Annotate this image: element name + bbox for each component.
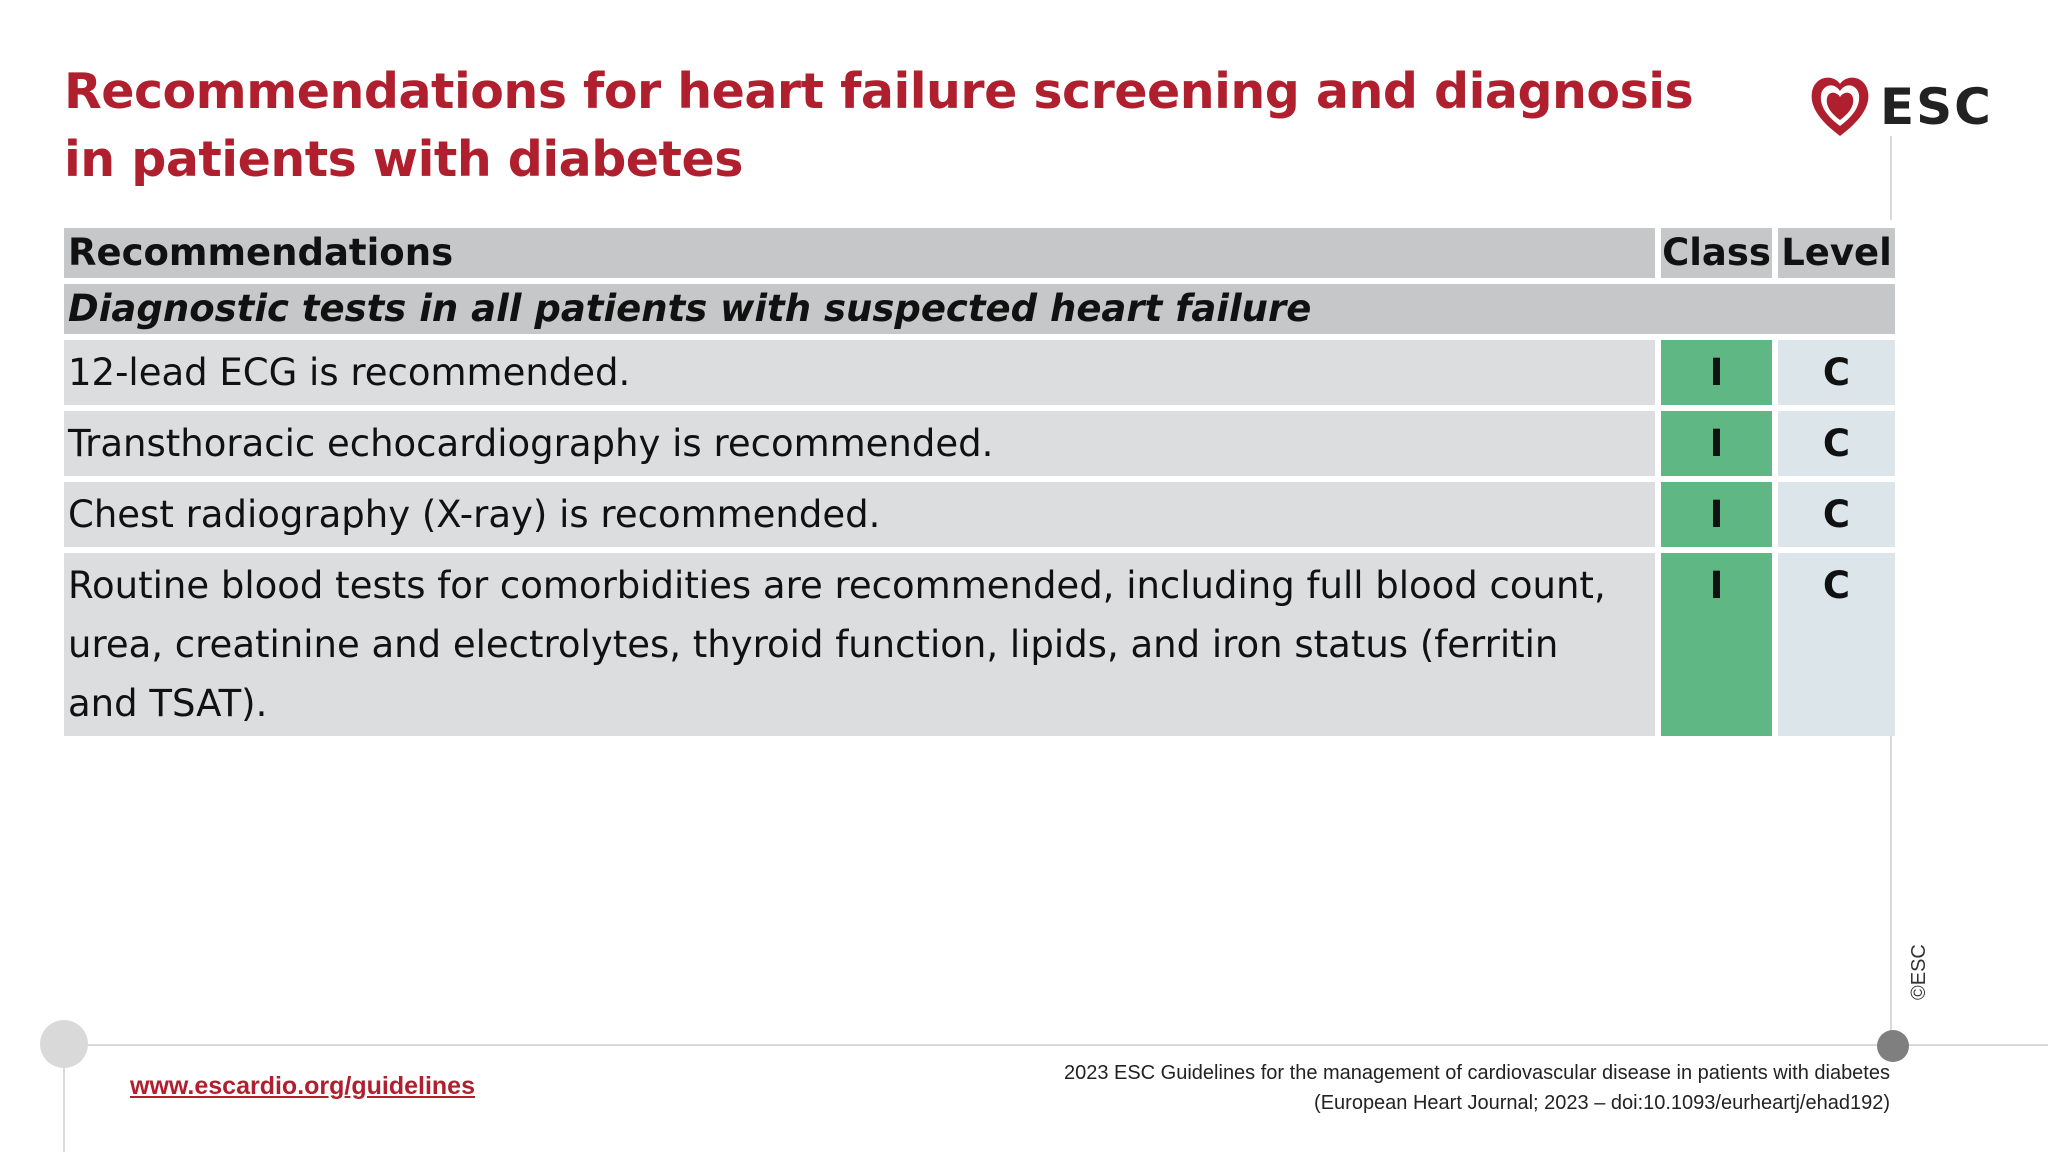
- class-badge: I: [1661, 553, 1772, 736]
- guidelines-link[interactable]: www.escardio.org/guidelines: [130, 1072, 475, 1100]
- recommendation-text: Transthoracic echocardiography is recommended.: [64, 411, 1655, 476]
- recommendation-text: Routine blood tests for comorbidities are recommended, including full blood count, urea, creatinine and electrolytes, thyroid function, lipids, and iron status (ferritin and TSAT).: [64, 553, 1655, 736]
- footer-rule: [88, 1044, 2048, 1046]
- divider-right-lower: [1890, 732, 1892, 1032]
- divider-right-upper: [1890, 136, 1892, 220]
- recommendation-text: Chest radiography (X-ray) is recommended.: [64, 482, 1655, 547]
- citation: [1064, 1058, 1890, 1118]
- esc-logo-text: ESC: [1880, 78, 1993, 136]
- header-recommendations: Recommendations: [64, 228, 1655, 278]
- section-heading: Diagnostic tests in all patients with suspected heart failure: [64, 284, 1895, 334]
- class-badge: I: [1661, 411, 1772, 476]
- class-badge: I: [1661, 340, 1772, 405]
- level-badge: C: [1778, 553, 1895, 736]
- divider-left-bottom: [63, 1068, 65, 1152]
- header-class: Class: [1661, 228, 1772, 278]
- level-badge: C: [1778, 411, 1895, 476]
- recommendations-table: [64, 228, 1892, 736]
- page-title: Recommendations for heart failure screening and diagnosis in patients with diabetes: [64, 63, 1694, 188]
- footer-dot-left: [40, 1020, 88, 1068]
- level-badge: C: [1778, 340, 1895, 405]
- level-badge: C: [1778, 482, 1895, 547]
- citation-line-1: 2023 ESC Guidelines for the management of cardiovascular disease in patients with diabetes: [1063, 1062, 1890, 1084]
- heart-logo-icon: [1812, 78, 1869, 136]
- citation-line-2: (European Heart Journal; 2023 – doi:10.1093/eurheartj/ehad192): [1314, 1092, 1890, 1114]
- class-badge: I: [1661, 482, 1772, 547]
- recommendation-text: 12-lead ECG is recommended.: [64, 340, 1655, 405]
- copyright-label: ©ESC: [1908, 944, 1930, 1000]
- header-level: Level: [1778, 228, 1895, 278]
